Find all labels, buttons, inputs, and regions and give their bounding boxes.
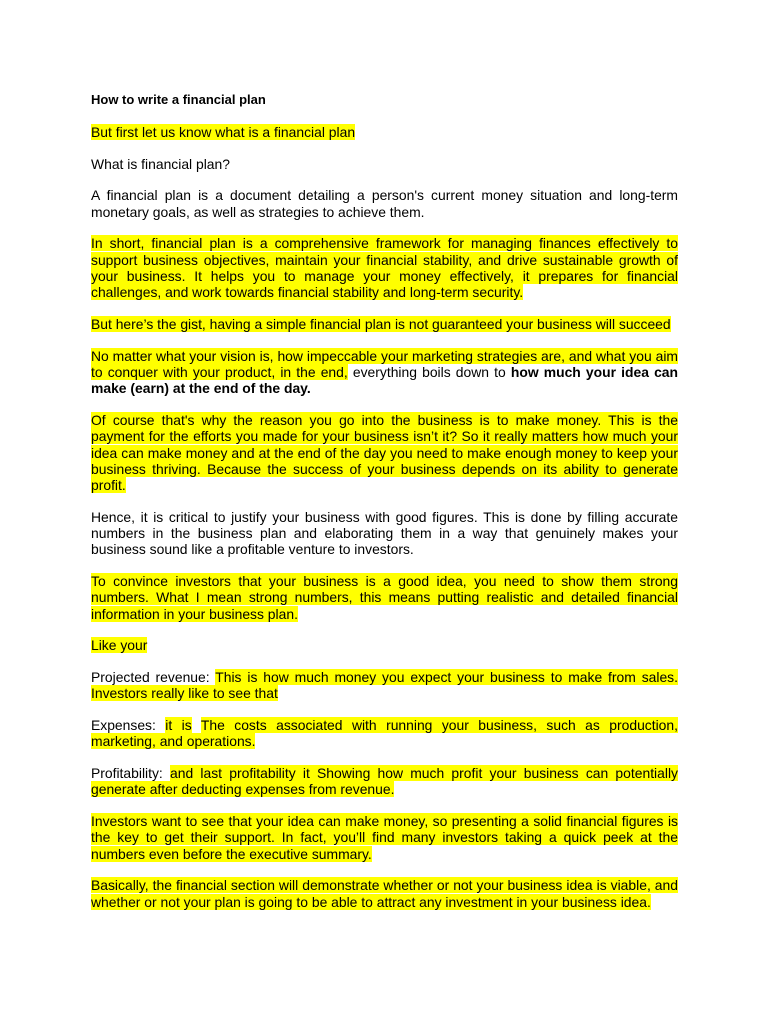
highlighted-text: But here’s the gist, having a simple financial plan is not guaranteed your business will succeed xyxy=(91,315,671,332)
highlighted-text: Basically, the financial section will demonstrate whether or not your business idea is viable, and whether or not your plan is going to be able to attract any investment in your business idea. xyxy=(91,877,678,910)
text-run: Projected revenue: xyxy=(91,669,216,686)
text-run: Profitability: xyxy=(91,765,171,781)
paragraph xyxy=(91,573,678,622)
highlighted-text: This is how much money you expect your business to make from sales. I xyxy=(91,669,678,702)
paragraph xyxy=(91,637,678,653)
paragraph xyxy=(91,717,678,750)
text-run: Hence, it is critical to justify your business with good figures. This is done by filling accurate numbers in the business plan and elaborating them in a way that genuinely makes your business sound like a profitable venture to investors. xyxy=(91,508,678,558)
paragraph xyxy=(91,187,678,220)
paragraph xyxy=(91,124,678,140)
paragraph xyxy=(91,877,678,910)
text-run: everything boils down to xyxy=(347,363,511,380)
paragraph xyxy=(91,156,678,172)
text-run: What is financial plan? xyxy=(91,155,230,172)
highlighted-text: In short, financial plan is a comprehensive framework for managing finances effectively to support business objectives, maintain your financial stability, and drive sustainable growth of your business. It helps you to manage your money effectively, it prepares for financial challenges, and work towards financial stability and long-term security. xyxy=(91,235,678,301)
paragraph xyxy=(91,235,678,300)
document-title: How to write a financial plan xyxy=(91,92,266,107)
highlighted-text: nvestors really like to see that xyxy=(94,685,278,702)
text-run: A financial plan is a document detailing a person's current money situation and long-term monetary goals, as well as strategies to achieve them. xyxy=(91,187,678,220)
highlighted-text: and last profitability it Showing how much profit your business can potentially generate after deducting expenses from revenue. xyxy=(91,765,678,798)
highlighted-text: The costs associated with running your business, such as production, marketing, and operations. xyxy=(91,717,678,750)
text-run xyxy=(192,717,201,733)
highlighted-text: But first let us know what is a financial plan xyxy=(91,124,356,140)
text-run: how much your idea can make (earn) at the end of the day. xyxy=(91,363,679,397)
highlighted-text: To convince investors that your business is a good idea, you need to show them strong numbers. What I mean strong numbers, this means putting realistic and detailed financial information in your business plan. xyxy=(91,573,678,622)
highlighted-text: Investors want to see that your idea can make money, so presenting a solid financial figures is the key to get their support. In fact, you’ll find many investors taking a quick peek at the numbers even before the executive summary. xyxy=(91,812,678,862)
text-run: Expenses: xyxy=(91,717,166,734)
highlighted-text: it is xyxy=(165,717,192,734)
paragraph xyxy=(91,813,678,862)
paragraph xyxy=(91,348,678,397)
paragraph xyxy=(91,316,678,332)
highlighted-text: Like your xyxy=(91,637,148,654)
paragraph xyxy=(91,669,678,702)
highlighted-text: Of course that's why the reason you go into the business is to make money. This is the payment for the efforts you made for your business isn’t it? So it really matters how much your idea can make money and at the end of the day you need to make enough money to keep your business thriving. Because the success of your business depends on its ability to generate profit. xyxy=(91,411,678,494)
paragraph xyxy=(91,412,678,493)
paragraph xyxy=(91,509,678,558)
paragraph xyxy=(91,765,678,798)
document-body xyxy=(91,124,678,910)
highlighted-text: No matter what your vision is, how impeccable your marketing strategies are, and what you aim to conquer with your product, in the end, xyxy=(91,347,678,380)
